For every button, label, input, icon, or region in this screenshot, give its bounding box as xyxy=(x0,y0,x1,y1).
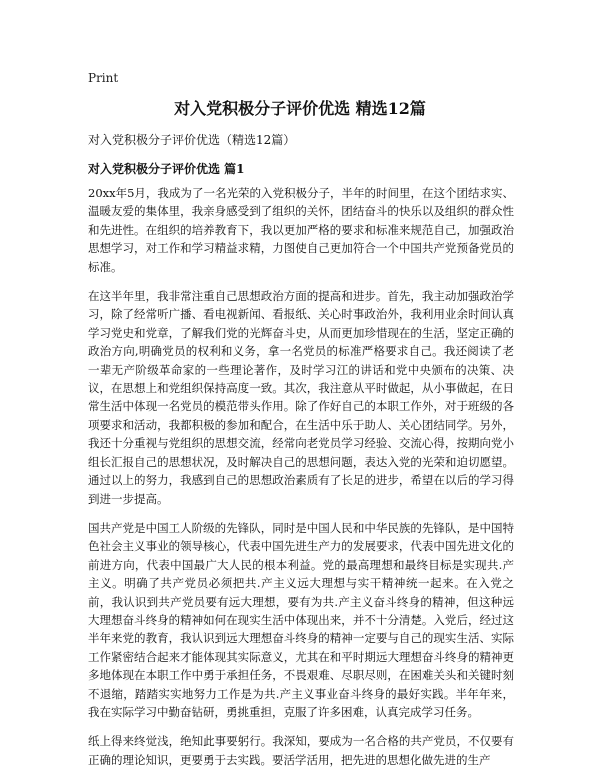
section-heading: 对入党积极分子评价优选 篇1 xyxy=(88,162,245,176)
document-title: 对入党积极分子评价优选 精选12篇 xyxy=(174,99,426,118)
body-paragraph-3: 国共产党是中国工人阶级的先锋队，同时是中国人民和中华民族的先锋队，是中国特色社会主义事业的领导核心，代表中国先进生产力的发展要求，代表中国先进文化的前进方向，代表中国最广大人民的根本利益。党的最高理想和最终目标是实现共.产主义。明确了共产党员必须把共.产主义远大理想与实干精神统一起来。在入党之前，我认识到共产党员要有远大理想，要有为共.产主义奋斗终身的精神，但这种远大理想奋斗终身的精神如何在现实生活中体现出来，并不十分清楚。入党后，经过这半年来党的教育，我认识到远大理想奋斗终身的精神一定要与自己的现实生活、实际工作紧密结合起来才能体现其实际意义，尤其在和平时期远大理想奋斗终身的精神更多地体现在本职工作中勇于承担任务，不畏艰难、尽职尽则，在困难关头和关键时刻不退缩，踏踏实实地努力工作是为共.产主义事业奋斗终身的最好实践。半年年来，我在实际学习中勤奋钻研，勇挑重担，克服了许多困难，认真完成学习任务。 xyxy=(88,520,514,719)
body-paragraph-1: 20xx年5月，我成为了一名光荣的入党积极分子，半年的时间里，在这个团结求实、温暖友爱的集体里，我亲身感受到了组织的关怀，团结奋斗的快乐以及组织的群众性和先进性。在组织的培养教育下，我以更加严格的要求和标准来规范自己，加强政治思想学习，对工作和学习精益求精，力图使自己更加符合一个中国共产党预备党员的标准。 xyxy=(88,186,514,274)
body-paragraph-2: 在这半年里，我非常注重自己思想政治方面的提高和进步。首先，我主动加强政治学习，除了经常听广播、看电视新闻、看报纸、关心时事政治外，我利用业余时间认真学习党史和党章，了解我们党的光辉奋斗史，从而更加珍惜现在的生活，坚定正确的政治方向,明确党员的权利和义务，拿一名党员的标准严格要求自己。我还阅读了老一辈无产阶级革命家的一些理论著作，及时学习江的讲话和党中央颁布的决策、决议，在思想上和党组织保持高度一致。其次，我注意从平时做起，从小事做起，在日常生活中体现一名党员的模范带头作用。除了作好自己的本职工作外，对于班级的各项要求和活动，我都积极的参加和配合，在生活中乐于助人、关心团结同学。另外，我还十分重视与党组织的思想交流，经常向老党员学习经验、交流心得，按期向党小组长汇报自己的思想状况，及时解决自己的思想问题，表达入党的光荣和迫切愿望。通过以上的努力，我感到自己的思想政治素质有了长足的进步，希望在以后的学习得到进一步提高。 xyxy=(88,289,514,506)
document-subtitle: 对入党积极分子评价优选（精选12篇） xyxy=(88,133,296,147)
document-body xyxy=(88,184,514,776)
print-link[interactable]: Print xyxy=(88,71,119,85)
body-paragraph-4: 纸上得来终觉浅，绝知此事要躬行。我深知，要成为一名合格的共产党员，不仅要有正确的理论知识，更要勇于去实践。要活学活用，把先进的思想化做先进的生产 xyxy=(88,734,514,767)
